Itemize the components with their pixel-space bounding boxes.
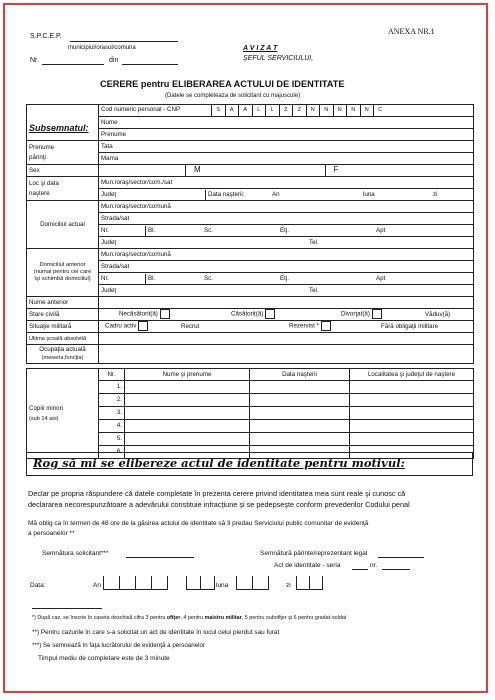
prenume-field[interactable] [99,129,474,141]
subsemnatul-label: Subsemnatul: [27,117,99,141]
copil-row[interactable]: 1. [27,381,474,394]
din-field[interactable] [122,64,178,65]
col-data-header: Data naşterii [250,369,350,381]
cnp-boxes[interactable] [211,106,387,113]
luna-field[interactable]: luna [363,190,375,198]
sex-f-box[interactable] [325,165,334,176]
loc-data-nastere-label: Loc şi data naştere [27,177,99,201]
copil-row[interactable]: 3. [27,407,474,420]
nume-field[interactable] [99,117,474,129]
domiciliu-actual-strada-field[interactable]: Strada/sat [99,213,474,225]
cnp-digit-box[interactable]: Z [292,105,306,116]
col-localitate-header: Localitatea şi judeţul de naştere [350,369,474,381]
prenume-label: Prenume [101,130,127,138]
sex-m-box[interactable] [185,165,194,176]
anexa-label: ANEXA NR.1 [388,27,435,36]
ultima-scoala-field[interactable] [99,333,474,345]
data-an-label: An [93,582,101,589]
loc-nastere-field[interactable]: Mun./oraş/sector/com./sat [99,177,474,189]
semnatura-parinte-field[interactable] [378,557,424,558]
situatie-militara-label: Situaţie militară [27,321,99,333]
domiciliu-actual-judet-row[interactable]: Judeţ Tel. [99,237,474,249]
fara-obligatii-option[interactable]: Fără obligaţii militare [381,322,439,330]
domiciliu-actual-adresa-row[interactable]: Nr. Bl. Sc. Etj. Apt [99,225,474,237]
nr-field[interactable] [42,64,104,65]
cnp-digit-box[interactable]: L [252,105,266,116]
cnp-digit-box[interactable]: A [238,105,252,116]
casatorit-option[interactable]: Căsătorit(ă) [209,309,331,320]
obligatie-line-2: a persoanelor ** [28,530,75,537]
cnp-digit-box[interactable]: L [265,105,279,116]
cnp-digit-box[interactable]: N [346,105,360,116]
form-title: CERERE pentru ELIBERAREA ACTULUI DE IDENTITATE [100,79,345,89]
spcep-label: S.P.C.E.P. [30,33,62,40]
copii-table [26,368,474,459]
domiciliu-actual-oras-field[interactable]: Mun./oraş/sector/comună [99,201,474,213]
act-seria-field[interactable] [352,569,368,570]
cnp-label: Cod numeric personal - CNP [101,106,181,113]
divortat-option[interactable]: Divorţat(ă) [331,309,421,320]
spcep-field[interactable] [70,41,178,42]
declaratie-line-1: Declar pe propria răspundere că datele completate în prezenta cerere privind identitatea mea sunt reale şi cunosc că [28,489,406,498]
domiciliu-anterior-strada-field[interactable]: Strada/sat [99,261,474,273]
prenume-parinti-label: Prenume părinţi [27,141,99,165]
obligatie-line-1: Mă oblig ca în termen de 48 ore de la găsirea actului de identitate să îl predau Serviciului public comunitar de evidenţă [28,520,369,527]
data-label: Data: [30,582,46,589]
rezervist-option[interactable]: Rezervist * [283,321,375,332]
mama-label: Mama [101,154,119,162]
footnote-4: Timpul mediu de completare este de 3 minute [38,655,170,662]
judet-nastere-field[interactable]: Judeţ [101,190,117,198]
ocupatia-label: Ocupaţia actuală (meseria,funcţia) [27,345,99,364]
act-nr-field[interactable] [382,569,410,570]
act-nr-label: nr. [370,562,378,569]
din-label: din [109,57,119,64]
tata-field[interactable] [99,141,474,153]
domiciliu-anterior-judet-row[interactable]: Judeţ Tel. [99,285,474,297]
copil-row[interactable]: 2. [27,394,474,407]
domiciliu-anterior-adresa-row[interactable]: Nr. Bl. Sc. Etj. Apt [99,273,474,285]
footnote-2: **) Pentru cazurile în care s-a solicitat un act de identitate în locul celui pierdut sau furat [32,629,280,636]
data-nasterii-label: Data naşterii: [205,190,268,200]
col-nr-header: Nr. [99,369,125,381]
semnatura-solicitant-field[interactable] [126,557,194,558]
cnp-digit-box[interactable]: N [306,105,320,116]
tata-label: Tata [101,142,113,150]
footnote-divider [32,608,102,609]
sef-label: ŞEFUL SERVICIULUI, [243,55,314,62]
data-an-boxes[interactable] [103,576,168,590]
nr-label: Nr. [30,57,39,64]
semnatura-parinte-label: Semnătură părinte/reprezentant legal [260,550,368,557]
data-luna-boxes-2[interactable] [236,576,269,590]
ocupatia-field[interactable] [99,345,474,364]
sex-label: Sex [27,165,99,177]
nume-anterior-label: Nume anterior [27,297,99,309]
motiv-label: Rog să mi se elibereze actul de identitate pentru motivul: [33,456,405,470]
cnp-digit-box[interactable]: S [211,105,225,116]
domiciliu-anterior-oras-field[interactable]: Mun./oraş/sector/comună [99,249,474,261]
domiciliu-anterior-label: Domiciliul anterior (numai pentru cei care îşi schimbă domiciliul) [27,249,99,297]
municipiu-label: municipiul/orasul/comuna [68,45,136,51]
declaratie-line-2: declararea necorespunzătoare a adevărului constituie infracţiune şi se pedepseşte conform prevederilor Codului penal [28,500,410,509]
cnp-digit-box[interactable]: N [333,105,347,116]
nume-anterior-field[interactable] [99,297,474,309]
stare-civila-label: Stare civilă [27,309,99,321]
cnp-digit-box[interactable]: Z [279,105,293,116]
cnp-digit-box[interactable]: N [319,105,333,116]
cadru-activ-option[interactable]: Cadru activ [99,321,177,332]
cnp-digit-box[interactable]: N [360,105,374,116]
domiciliu-actual-label: Domiciliul actual [27,201,99,249]
nume-label: Nume [101,118,118,126]
semnatura-solicitant-label: Semnătura solicitant*** [42,550,109,557]
copil-row[interactable]: 6. [27,446,474,459]
data-zi-boxes[interactable] [296,576,323,590]
cnp-digit-box[interactable]: C [373,105,387,116]
act-identitate-label: Act de identitate - seria [274,562,341,569]
data-luna-label: luna [216,582,229,589]
data-luna-boxes[interactable] [186,576,215,590]
footnote-1: *) După caz, se înscrie în caseta deschisă cifra 3 pentru ofiţer, 4 pentru maistru militar, 5 pentru subofiţer şi 6 pentru gradat-soldat [32,615,347,621]
vaduv-option[interactable]: Văduv(ă) [425,310,451,318]
data-zi-label: zi [286,582,291,589]
zi-field[interactable]: zi [433,190,438,198]
ultima-scoala-label: Ultima şcoală absolvită [27,333,99,345]
sex-f-label: F [333,165,339,174]
necasatorit-option[interactable]: Necăsătorit(ă) [99,309,209,320]
an-field[interactable]: An [272,190,280,198]
form-subtitle: (Datele se completeaza de solicitant cu majuscule) [165,93,301,99]
cnp-digit-box[interactable]: A [225,105,239,116]
col-nume-header: Nume şi prenume [125,369,250,381]
copil-row[interactable]: 4. [27,420,474,433]
sex-m-label: M [194,165,201,174]
copii-minori-label: Copiii minori (sub 14 ani) [27,369,99,459]
recrut-option[interactable]: Recrut [181,322,200,330]
motiv-box[interactable] [26,452,473,476]
copil-row[interactable]: 5. [27,433,474,446]
avizat-label: A V I Z A T [243,45,278,52]
personal-data-table [26,104,474,364]
mama-field[interactable] [99,153,474,165]
footnote-3: ***) Se semnează în faţa lucrătorului de evidenţă a persoanelor [32,642,206,649]
